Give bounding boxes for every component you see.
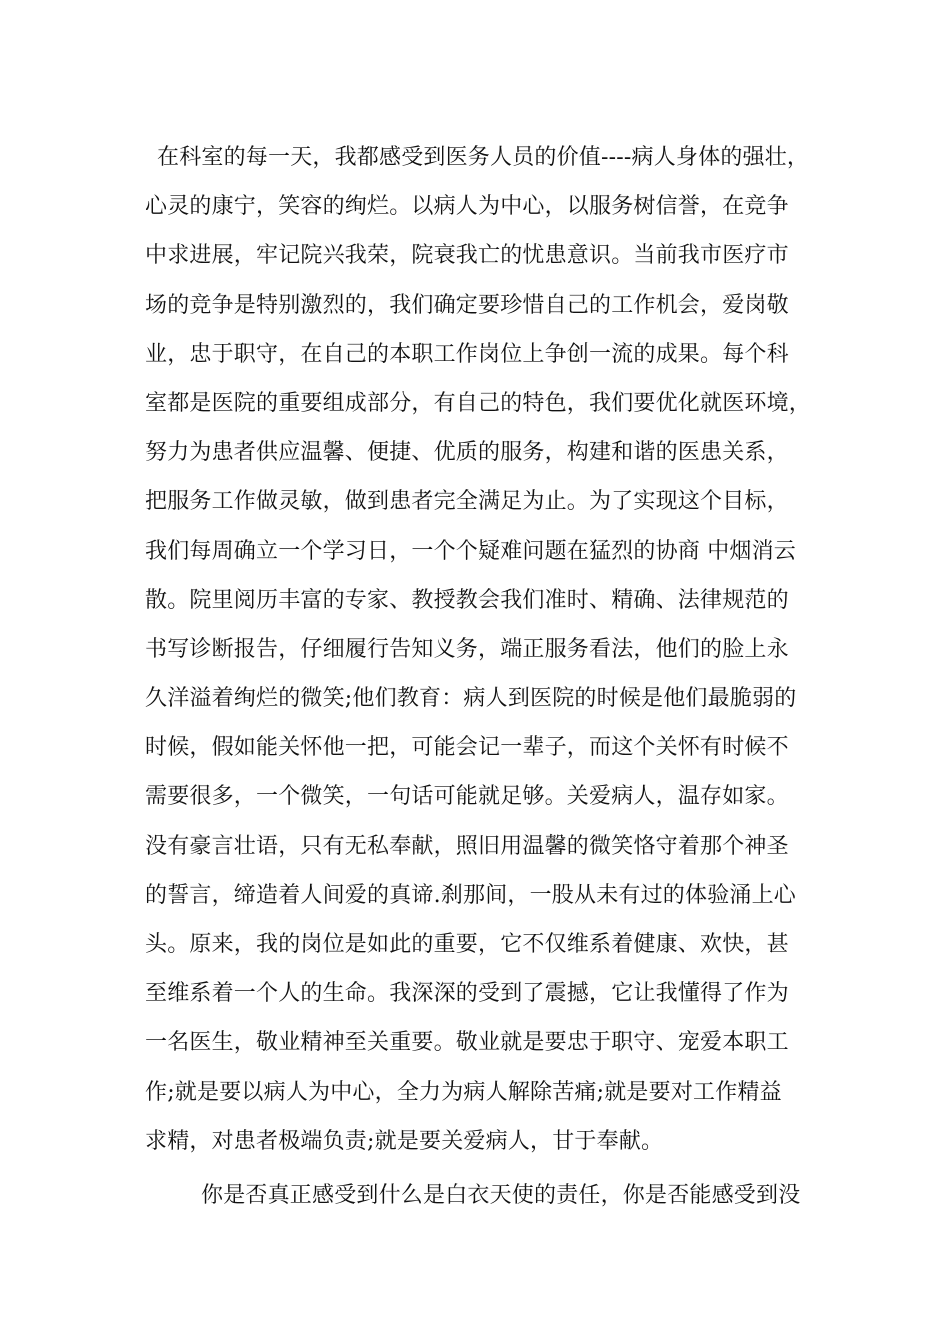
text-line: 中求进展，牢记院兴我荣，院衰我亡的忧患意识。当前我市医疗市 xyxy=(145,243,789,269)
text-line: 我们每周确立一个学习日，一个个疑难问题在猛烈的协商 中烟消云 xyxy=(145,538,796,564)
text-line: 一名医生，敬业精神至关重要。敬业就是要忠于职守、宠爱本职工 xyxy=(145,1030,789,1056)
text-line: 头。原来，我的岗位是如此的重要，它不仅维系着健康、欢快，甚 xyxy=(145,932,789,957)
text-line: 业，忠于职守，在自己的本职工作岗位上争创一流的成果。每个科 xyxy=(145,341,789,367)
paragraph-1 xyxy=(145,133,845,1166)
text-line: 室都是医院的重要组成部分，有自己的特色，我们要优化就医环境， xyxy=(145,390,812,416)
text-line: 场的竞争是特别激烈的，我们确定要珍惜自己的工作机会，爱岗敬 xyxy=(145,292,789,318)
text-line: 需要很多，一个微笑，一句话可能就足够。关爱病人，温存如家。 xyxy=(145,784,789,810)
text-line: 久洋溢着绚烂的微笑;他们教育：病人到医院的时候是他们最脆弱的 xyxy=(145,686,797,712)
text-line: 在科室的每一天，我都感受到医务人员的价值----病人身体的强壮， xyxy=(157,145,810,170)
text-line: 的誓言，缔造着人间爱的真谛.刹那间，一股从未有过的体验涌上心 xyxy=(145,882,796,908)
text-line: 作;就是要以病人为中心，全力为病人解除苦痛;就是要对工作精益 xyxy=(145,1079,782,1105)
paragraph-2 xyxy=(145,1171,845,1220)
text-line: 散。院里阅历丰富的专家、教授教会我们准时、精确、法律规范的 xyxy=(145,587,789,613)
text-line: 心灵的康宁，笑容的绚烂。以病人为中心，以服务树信誉，在竞争 xyxy=(145,194,789,220)
text-line: 你是否真正感受到什么是白衣天使的责任，你是否能感受到没 xyxy=(201,1182,801,1208)
text-line: 求精，对患者极端负责;就是要关爱病人，甘于奉献。 xyxy=(145,1128,664,1154)
text-line: 书写诊断报告，仔细履行告知义务，端正服务看法，他们的脸上永 xyxy=(145,636,789,662)
text-line: 努力为患者供应温馨、便捷、优质的服务，构建和谐的医患关系， xyxy=(145,440,789,466)
text-line: 没有豪言壮语，只有无私奉献，照旧用温馨的微笑恪守着那个神圣 xyxy=(145,833,789,859)
text-line: 至维系着一个人的生命。我深深的受到了震撼，它让我懂得了作为 xyxy=(145,981,789,1007)
document-body xyxy=(145,133,845,1220)
text-line: 时候，假如能关怀他一把，可能会记一辈子，而这个关怀有时候不 xyxy=(145,735,789,761)
text-line: 把服务工作做灵敏，做到患者完全满足为止。为了实现这个目标， xyxy=(145,489,789,515)
